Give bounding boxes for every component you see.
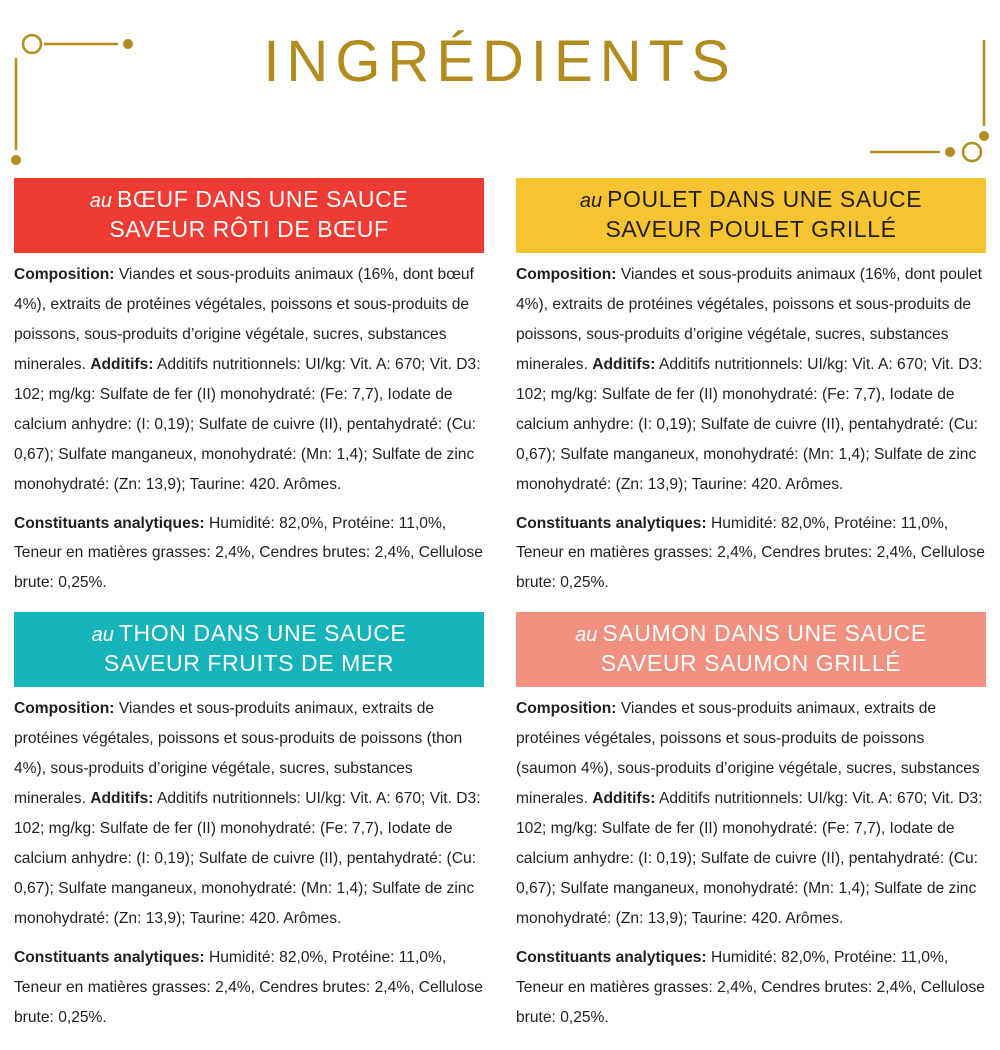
composition-text: Viandes et sous-produits animaux, extraits de protéines végétales, poissons et sous-produits de poissons (thon 4%), sous-produits d’origine végétale, sucres, substances minerales.	[14, 700, 463, 808]
variant-body-saumon	[516, 687, 986, 1032]
variant-title-line1: THON DANS UNE SAUCE	[118, 620, 407, 647]
analytics-paragraph	[516, 943, 986, 1033]
column-left	[14, 178, 484, 1047]
analytics-paragraph	[516, 509, 986, 599]
variant-banner-boeuf	[14, 178, 484, 253]
composition-paragraph	[516, 260, 986, 500]
variant-banner-thon	[14, 612, 484, 687]
ingredients-grid	[14, 178, 986, 1047]
variant-body-thon	[14, 687, 484, 1032]
page-title: INGRÉDIENTS	[263, 29, 737, 94]
additives-label: Additifs:	[90, 790, 154, 808]
variant-banner-saumon	[516, 612, 986, 687]
analytics-label: Constituants analytiques:	[14, 514, 205, 532]
variant-title-line2: SAVEUR FRUITS DE MER	[103, 649, 395, 676]
composition-text: Viandes et sous-produits animaux, extraits de protéines végétales, poissons et sous-produits de poissons (saumon 4%), sous-produits d’origine végétale, sucres, substances minerales.	[516, 700, 980, 808]
additives-label: Additifs:	[90, 355, 154, 373]
composition-paragraph	[14, 260, 484, 500]
column-right	[516, 178, 986, 1047]
composition-paragraph	[516, 694, 986, 934]
variant-card-thon	[14, 612, 484, 1032]
variant-body-poulet	[516, 253, 986, 598]
variant-title-line1: SAUMON DANS UNE SAUCE	[602, 620, 927, 647]
variant-title-line1: POULET DANS UNE SAUCE	[607, 186, 923, 212]
variant-prefix: au	[91, 624, 114, 647]
analytics-text: Humidité: 82,0%, Protéine: 11,0%, Teneur en matières grasses: 2,4%, Cendres brutes: 2,4%, Cellulose brute: 0,25%.	[516, 514, 985, 592]
variant-prefix: au	[89, 190, 112, 212]
analytics-text: Humidité: 82,0%, Protéine: 11,0%, Teneur en matières grasses: 2,4%, Cendres brutes: 2,4%, Cellulose brute: 0,25%.	[14, 514, 483, 592]
variant-title-line2: SAVEUR RÔTI DE BŒUF	[109, 215, 389, 242]
variant-card-saumon	[516, 612, 986, 1032]
variant-prefix: au	[579, 190, 603, 212]
composition-label: Composition:	[516, 700, 617, 718]
composition-label: Composition:	[14, 266, 115, 284]
variant-card-poulet	[516, 178, 986, 598]
additives-text: Additifs nutritionnels: UI/kg: Vit. A: 670; Vit. D3: 102; mg/kg: Sulfate de fer (II) monohydraté: (Fe: 7,7), Iodate de calcium anhydre: (I: 0,19); Sulfate de cuivre (II), pentahydraté: (Cu: 0,67); Sulfate manganeux, monohydraté: (Mn: 1,4); Sulfate de zinc monohydraté: (Zn: 13,9); Taurine: 420. Arômes.	[14, 355, 481, 493]
analytics-label: Constituants analytiques:	[516, 948, 707, 966]
composition-text: Viandes et sous-produits animaux (16%, dont poulet 4%), extraits de protéines végétales, poissons et sous-produits de poissons, sous-produits d’origine végétale, sucres, substances minerales.	[516, 266, 983, 373]
variant-card-boeuf	[14, 178, 484, 598]
analytics-text: Humidité: 82,0%, Protéine: 11,0%, Teneur en matières grasses: 2,4%, Cendres brutes: 2,4%, Cellulose brute: 0,25%.	[516, 948, 985, 1026]
analytics-label: Constituants analytiques:	[14, 948, 205, 966]
variant-banner-poulet	[516, 178, 986, 253]
composition-paragraph	[14, 694, 484, 934]
composition-label: Composition:	[14, 700, 115, 718]
variant-title-line1: BŒUF DANS UNE SAUCE	[116, 186, 409, 212]
additives-text: Additifs nutritionnels: UI/kg: Vit. A: 670; Vit. D3: 102; mg/kg: Sulfate de fer (II) monohydraté: (Fe: 7,7), Iodate de calcium anhydre: (I: 0,19); Sulfate de cuivre (II), pentahydraté: (Cu: 0,67); Sulfate manganeux, monohydraté: (Mn: 1,4); Sulfate de zinc monohydraté: (Zn: 13,9); Taurine: 420. Arômes.	[14, 790, 481, 927]
variant-title-line2: SAVEUR SAUMON GRILLÉ	[600, 649, 902, 676]
analytics-paragraph	[14, 509, 484, 599]
composition-text: Viandes et sous-produits animaux (16%, dont bœuf 4%), extraits de protéines végétales, poissons et sous-produits de poissons, sous-produits d’origine végétale, sucres, substances minerales.	[14, 266, 474, 373]
additives-text: Additifs nutritionnels: UI/kg: Vit. A: 670; Vit. D3: 102; mg/kg: Sulfate de fer (II) monohydraté: (Fe: 7,7), Iodate de calcium anhydre: (I: 0,19); Sulfate de cuivre (II), pentahydraté: (Cu: 0,67); Sulfate manganeux, monohydraté: (Mn: 1,4); Sulfate de zinc monohydraté: (Zn: 13,9); Taurine: 420. Arômes.	[516, 790, 983, 927]
analytics-paragraph	[14, 943, 484, 1033]
additives-text: Additifs nutritionnels: UI/kg: Vit. A: 670; Vit. D3: 102; mg/kg: Sulfate de fer (II) monohydraté: (Fe: 7,7), Iodate de calcium anhydre: (I: 0,19); Sulfate de cuivre (II), pentahydraté: (Cu: 0,67); Sulfate manganeux, monohydraté: (Mn: 1,4); Sulfate de zinc monohydraté: (Zn: 13,9); Taurine: 420. Arômes.	[516, 355, 983, 493]
additives-label: Additifs:	[592, 355, 656, 373]
variant-title-line2: SAVEUR POULET GRILLÉ	[605, 215, 897, 242]
analytics-label: Constituants analytiques:	[516, 514, 707, 532]
analytics-text: Humidité: 82,0%, Protéine: 11,0%, Teneur en matières grasses: 2,4%, Cendres brutes: 2,4%, Cellulose brute: 0,25%.	[14, 948, 483, 1026]
composition-label: Composition:	[516, 266, 617, 284]
variant-prefix: au	[575, 624, 598, 647]
variant-body-boeuf	[14, 253, 484, 598]
additives-label: Additifs:	[592, 790, 656, 808]
